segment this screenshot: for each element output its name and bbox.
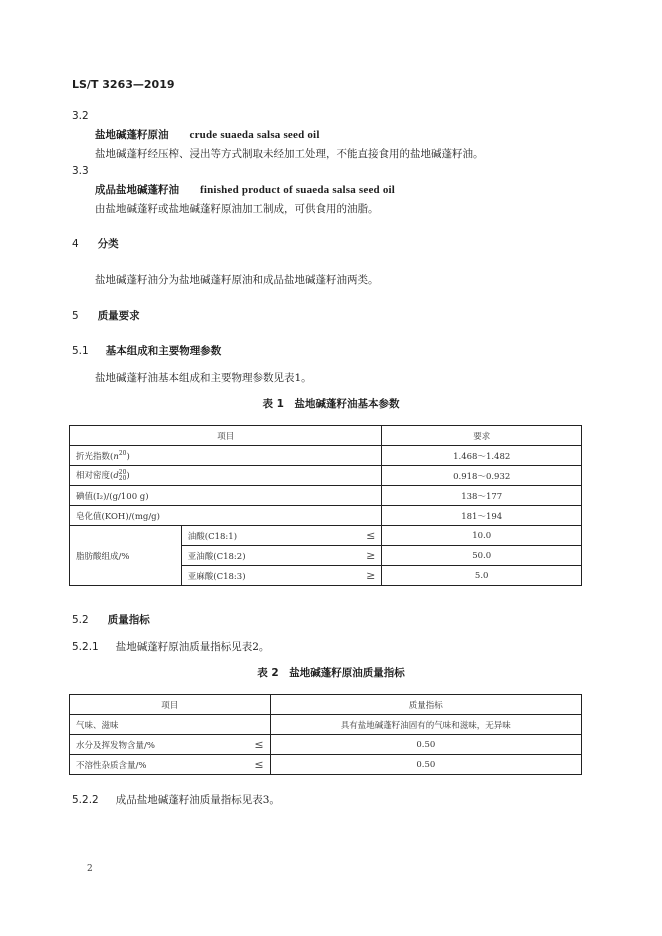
less-equal-icon: ≤ — [366, 529, 376, 542]
section-4-number: 4 — [72, 238, 79, 250]
refractive-index-label: 折光指数$(n^{20})$ — [70, 446, 382, 466]
fatty-acid-oleic: 油酸(C18:1) ≤ — [181, 526, 382, 546]
table-row — [70, 426, 582, 446]
section-5-2-2-number: 5.2.2 — [72, 794, 99, 806]
refractive-index-value: 1.468～1.482 — [382, 446, 582, 466]
moisture-value: 0.50 — [270, 735, 581, 755]
odor-taste-label: 气味、滋味 — [70, 715, 271, 735]
relative-density-value: 0.918～0.932 — [382, 466, 582, 486]
table-row — [70, 526, 582, 546]
section-5-number: 5 — [72, 310, 79, 322]
greater-equal-icon: ≥ — [366, 569, 376, 582]
fatty-acid-oleic-value: 10.0 — [382, 526, 582, 546]
section-5-2-2-text: 成品盐地碱蓬籽油质量指标见表3。 — [115, 794, 280, 806]
section-5-1-text: 盐地碱蓬籽油基本组成和主要物理参数见表1。 — [95, 372, 312, 384]
relative-density-label: 相对密度(d 20 20 ) — [70, 466, 382, 486]
table-2-caption: 表 2 盐地碱蓬籽原油质量指标 — [257, 667, 405, 679]
table-row — [70, 466, 582, 486]
table-row — [70, 446, 582, 466]
section-4-title: 分类 — [97, 238, 119, 250]
section-5-2-1-number: 5.2.1 — [72, 641, 99, 653]
term-3-2-zh: 盐地碱蓬籽原油 — [95, 129, 169, 141]
section-5-2-1-text: 盐地碱蓬籽原油质量指标见表2。 — [115, 641, 270, 653]
section-5-2-1 — [72, 639, 269, 654]
fatty-acid-linoleic-value: 50.0 — [382, 546, 582, 566]
table-row — [70, 486, 582, 506]
iodine-value-label: 碘值(I₂)/(g/100 g) — [70, 486, 382, 506]
table-row — [70, 695, 582, 715]
section-4-heading — [72, 236, 119, 251]
table-1-head-item: 项目 — [70, 426, 382, 446]
table-row — [70, 715, 582, 735]
term-3-3-zh: 成品盐地碱蓬籽油 — [95, 184, 179, 196]
less-equal-icon: ≤ — [254, 738, 264, 751]
odor-taste-value: 具有盐地碱蓬籽油固有的气味和滋味，无异味 — [270, 715, 581, 735]
fatty-acid-linolenic: 亚麻酸(C18:3) ≥ — [181, 566, 382, 586]
table-1-head-req: 要求 — [382, 426, 582, 446]
section-5-1-heading — [72, 343, 221, 358]
term-3-3-en: finished product of suaeda salsa seed oil — [200, 184, 396, 196]
term-3-2 — [95, 127, 320, 142]
document-header: LS/T 3263—2019 — [72, 78, 175, 91]
table-1 — [69, 425, 582, 586]
greater-equal-icon: ≥ — [366, 549, 376, 562]
definition-3-3: 由盐地碱蓬籽或盐地碱蓬籽原油加工制成，可供食用的油脂。 — [95, 203, 379, 215]
iodine-value-value: 138～177 — [382, 486, 582, 506]
section-4-text: 盐地碱蓬籽油分为盐地碱蓬籽原油和成品盐地碱蓬籽油两类。 — [95, 274, 379, 286]
section-5-heading — [72, 308, 140, 323]
page-number: 2 — [87, 864, 93, 874]
term-3-3 — [95, 182, 395, 197]
table-2-head-item: 项目 — [70, 695, 271, 715]
section-5-2-2 — [72, 792, 280, 807]
fatty-acid-label: 脂肪酸组成/% — [70, 526, 182, 586]
fatty-acid-linolenic-value: 5.0 — [382, 566, 582, 586]
section-5-2-heading — [72, 612, 150, 627]
table-2-head-index: 质量指标 — [270, 695, 581, 715]
section-3-3-number: 3.3 — [72, 165, 89, 177]
fatty-acid-linoleic: 亚油酸(C18:2) ≥ — [181, 546, 382, 566]
term-3-2-en: crude suaeda salsa seed oil — [189, 129, 320, 141]
table-row — [70, 735, 582, 755]
table-1-caption: 表 1 盐地碱蓬籽油基本参数 — [262, 398, 400, 410]
table-row — [70, 755, 582, 775]
section-5-1-number: 5.1 — [72, 345, 89, 357]
insoluble-impurities-value: 0.50 — [270, 755, 581, 775]
section-5-1-title: 基本组成和主要物理参数 — [105, 345, 222, 357]
section-5-title: 质量要求 — [97, 310, 140, 322]
saponification-value: 181～194 — [382, 506, 582, 526]
table-row — [70, 506, 582, 526]
less-equal-icon: ≤ — [254, 758, 264, 771]
insoluble-impurities-label: 不溶性杂质含量/% ≤ — [70, 755, 271, 775]
definition-3-2: 盐地碱蓬籽经压榨、浸出等方式制取未经加工处理，不能直接食用的盐地碱蓬籽油。 — [95, 148, 484, 160]
section-3-2-number: 3.2 — [72, 110, 89, 122]
moisture-label: 水分及挥发物含量/% ≤ — [70, 735, 271, 755]
saponification-label: 皂化值(KOH)/(mg/g) — [70, 506, 382, 526]
section-5-2-number: 5.2 — [72, 614, 89, 626]
section-5-2-title: 质量指标 — [107, 614, 150, 626]
table-2 — [69, 694, 582, 775]
